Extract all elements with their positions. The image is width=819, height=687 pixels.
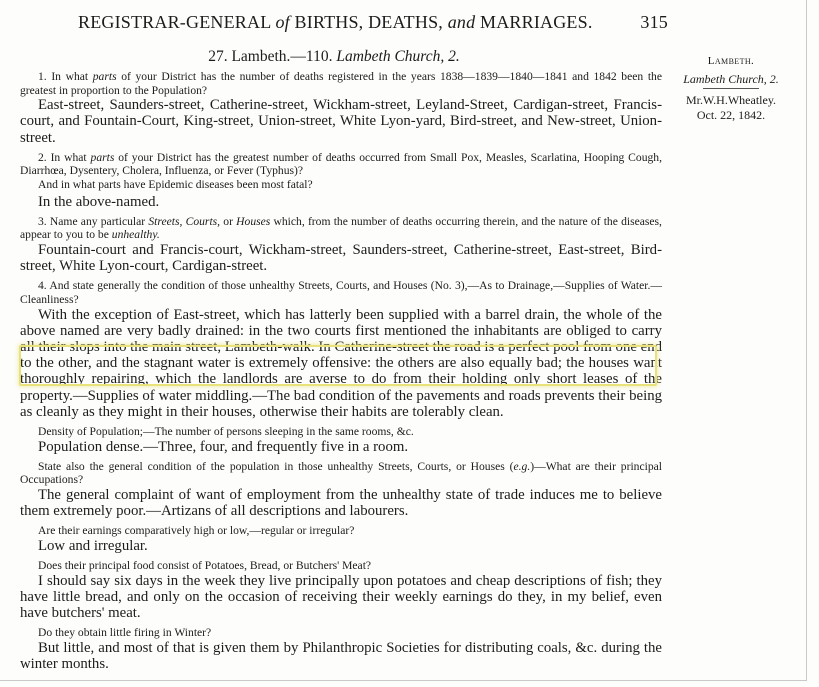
page-number: 315 bbox=[640, 12, 668, 32]
question-firing: Do they obtain little firing in Winter? bbox=[38, 626, 212, 640]
question-text: 1. In what bbox=[38, 70, 93, 83]
margin-date: Oct. 22, 1842. bbox=[696, 107, 766, 122]
question-text: parts bbox=[90, 150, 115, 164]
question-text: unhealthy. bbox=[111, 228, 160, 242]
question-1 bbox=[20, 70, 662, 97]
header-title-part: of bbox=[275, 12, 290, 32]
question-2 bbox=[20, 151, 662, 178]
question-4: 4. And state generally the condition of those unhealthy Streets, Courts, and Houses (No. 3),—As to Drainage,—Supplies of Water.—Cleanliness? bbox=[20, 279, 662, 306]
margin-registrar: Mr.W.H.Wheatley. bbox=[685, 93, 777, 107]
question-food: Does their principal food consist of Potatoes, Bread, or Butchers' Meat? bbox=[38, 559, 372, 573]
section-title bbox=[0, 48, 668, 66]
question-text: e.g. bbox=[513, 459, 531, 473]
question-text: 3. Name any particular bbox=[38, 214, 149, 228]
section-number-place: 27. Lambeth.—110. bbox=[208, 48, 333, 65]
margin-district: Lambeth. bbox=[707, 55, 755, 67]
answer-2: In the above-named. bbox=[38, 193, 160, 210]
question-text: 2. In what bbox=[38, 150, 91, 164]
answer-1: East-street, Saunders-street, Catherine-street, Wickham-street, Leyland-Street, Cardigan-street, Francis-court, and Fountain-Court, King-street, Union-street, White Lyon-yard, Bird-street, and New-street, Union-street. bbox=[20, 97, 662, 146]
answer-food: I should say six days in the week they live principally upon potatoes and cheap descriptions of fish; they have little bread, and only on the occasion of receiving their weekly earnings do they, in my belief, even have butchers' meat. bbox=[20, 572, 662, 622]
question-density: Density of Population;—The number of persons sleeping in the same rooms, &c. bbox=[38, 424, 414, 438]
question-earnings: Are their earnings comparatively high or low,—regular or irregular? bbox=[38, 524, 355, 538]
document-body bbox=[20, 70, 662, 677]
question-text: )—What are their principal Occupations? bbox=[20, 459, 662, 487]
answer-occupations: The general complaint of want of employment from the unhealthy state of trade induces me to believe them extremely poor.—Artizans of all descriptions and labourers. bbox=[20, 486, 662, 520]
section-church: Lambeth Church, 2. bbox=[336, 48, 460, 65]
answer-4: With the exception of East-street, which has latterly been supplied with a barrel drain, the whole of the above named are very badly drained: in the two courts first mentioned the inhabitants are obliged to carry all their slops into the main street, Lambeth-walk. In Catherine-street the road is a perfect pool from one end to the other, and the stagnant water is extremely offensive: the others are also equally bad; the houses want thoroughly repairing, which the landlords are averse to do from their holding only short leases of the property.—Supplies of water middling.—The bad condition of the pavements and roads prevents their being as cleanly as they might in their houses, otherwise their habits are tolerably clean. bbox=[20, 306, 662, 420]
header-title-part: REGISTRAR-GENERAL bbox=[78, 12, 271, 32]
answer-density: Population dense.—Three, four, and frequently five in a room. bbox=[38, 438, 409, 455]
margin-rule bbox=[703, 88, 759, 89]
header-title-part: BIRTHS, DEATHS, bbox=[294, 12, 443, 32]
answer-firing: But little, and most of that is given them by Philanthropic Societies for distributing coals, &c. during the winter months. bbox=[20, 639, 662, 673]
question-text: State also the general condition of the population in those unhealthy Streets, Courts, or Houses ( bbox=[38, 459, 514, 473]
header-title-part: and bbox=[447, 12, 476, 32]
question-3 bbox=[20, 215, 662, 242]
question-text: which, from the number of deaths occurring therein, and the nature of the diseases, appear to you to be bbox=[20, 214, 662, 242]
margin-church: Lambeth Church, 2. bbox=[683, 71, 779, 86]
header-title-part: MARRIAGES. bbox=[480, 12, 593, 32]
question-text: Streets, Courts, bbox=[148, 214, 221, 228]
margin-note bbox=[670, 54, 792, 122]
question-occupations bbox=[20, 460, 662, 487]
answer-earnings: Low and irregular. bbox=[38, 537, 148, 554]
answer-3: Fountain-court and Francis-court, Wickham-street, Saunders-street, Catherine-street, East-street, Bird-street, White Lyon-court, Cardigan-street. bbox=[20, 241, 662, 275]
question-text: of your District has the number of deaths registered in the years 1838—1839—1840—1841 and 1842 been the greatest in proportion to the Population? bbox=[20, 70, 662, 97]
question-text: or bbox=[220, 214, 237, 228]
question-2-sub: And in what parts have Epidemic diseases been most fatal? bbox=[38, 177, 313, 191]
question-text: Houses bbox=[236, 214, 271, 228]
question-text: parts bbox=[92, 70, 117, 83]
question-text: of your District has the greatest number of deaths occurred from Small Pox, Measles, Scarlatina, Hooping Cough, Diarrhœa, Dysentery, Cholera, Influenza, or Fever (Typhus)? bbox=[20, 150, 662, 178]
running-header bbox=[78, 12, 668, 33]
